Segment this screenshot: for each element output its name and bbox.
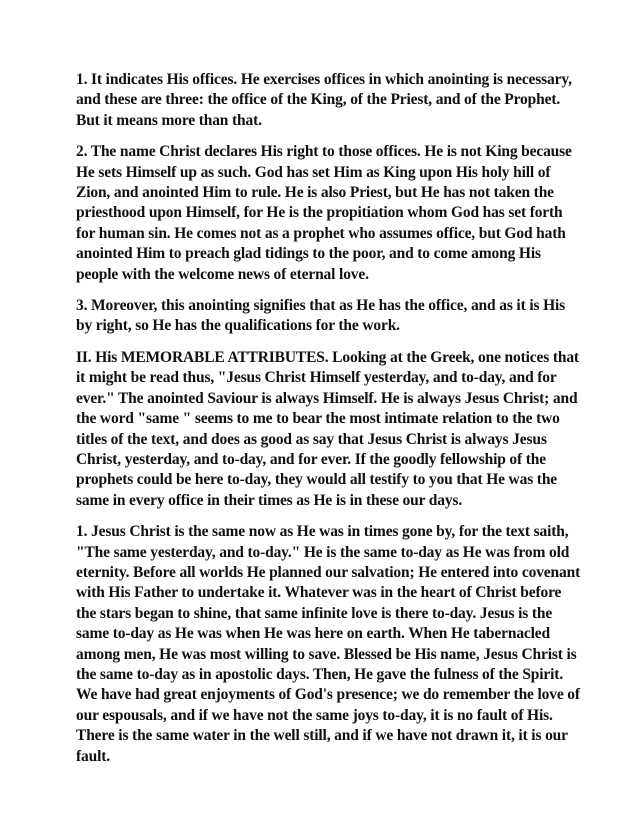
text-line: by right, so He has the qualifications for the work. (76, 317, 400, 335)
text-line: 3. Moreover, this anointing signifies that as He has the office, and as it is His (76, 297, 566, 315)
text-line: Zion, and anointed Him to rule. He is also Priest, but He has not taken the (76, 184, 554, 202)
document-body (76, 70, 581, 778)
text-line: and these are three: the office of the King, of the Priest, and of the Prophet. (76, 91, 561, 109)
text-line: prophets could be here to-day, they would all testify to you that He was the (76, 471, 558, 489)
text-line: anointed Him to preach glad tidings to the poor, and to come among His (76, 245, 541, 263)
text-line: it might be read thus, "Jesus Christ Himself yesterday, and to-day, and for (76, 369, 557, 387)
text-line: "The same yesterday, and to-day." He is the same to-day as He was from old (76, 543, 570, 561)
text-line: with His Father to undertake it. Whatever was in the heart of Christ before (76, 584, 562, 602)
paragraph-memorable-attributes (76, 348, 579, 511)
text-line: We have had great enjoyments of God's presence; we do remember the love of (76, 686, 580, 704)
paragraph-same-now (76, 522, 581, 767)
text-line: He sets Himself up as such. God has set Him as King upon His holy hill of (76, 163, 551, 181)
text-line: But it means more than that. (76, 111, 262, 129)
text-line: 1. Jesus Christ is the same now as He was in times gone by, for the text saith, (76, 523, 569, 541)
text-line: titles of the text, and does as good as say that Jesus Christ is always Jesus (76, 430, 547, 448)
text-line: eternity. Before all worlds He planned our salvation; He entered into covenant (76, 563, 581, 581)
paragraph-offices (76, 70, 572, 131)
paragraph-right-to-offices (76, 142, 572, 285)
text-line: our espousals, and if we have not the same joys to-day, it is no fault of His. (76, 706, 553, 724)
text-line: fault. (76, 747, 110, 765)
text-line: priesthood upon Himself, for He is the propitiation whom God has set forth (76, 204, 563, 222)
text-line: the word "same " seems to me to bear the most intimate relation to the two (76, 410, 560, 428)
text-line: ever." The anointed Saviour is always Himself. He is always Jesus Christ; and (76, 389, 578, 407)
text-line: same to-day as He was when He was here on earth. When He tabernacled (76, 625, 551, 643)
paragraph-qualifications (76, 296, 568, 337)
text-line: the same to-day as in apostolic days. Then, He gave the fulness of the Spirit. (76, 665, 564, 683)
text-line: 2. The name Christ declares His right to those offices. He is not King because (76, 143, 572, 161)
text-line: the stars began to shine, that same infinite love is there to-day. Jesus is the (76, 604, 553, 622)
text-line: 1. It indicates His offices. He exercises offices in which anointing is necessary, (76, 71, 572, 88)
text-line: for human sin. He comes not as a prophet who assumes office, but God hath (76, 224, 566, 242)
text-line: people with the welcome news of eternal love. (76, 265, 369, 283)
text-line: Christ, yesterday, and to-day, and for ever. If the goodly fellowship of the (76, 450, 546, 468)
text-line: There is the same water in the well still, and if we have not drawn it, it is our (76, 727, 568, 745)
text-line: same in every office in their times as He is in these our days. (76, 491, 463, 509)
text-line: II. His MEMORABLE ATTRIBUTES. Looking at the Greek, one notices that (76, 348, 579, 366)
text-line: among men, He was most willing to save. Blessed be His name, Jesus Christ is (76, 645, 577, 663)
